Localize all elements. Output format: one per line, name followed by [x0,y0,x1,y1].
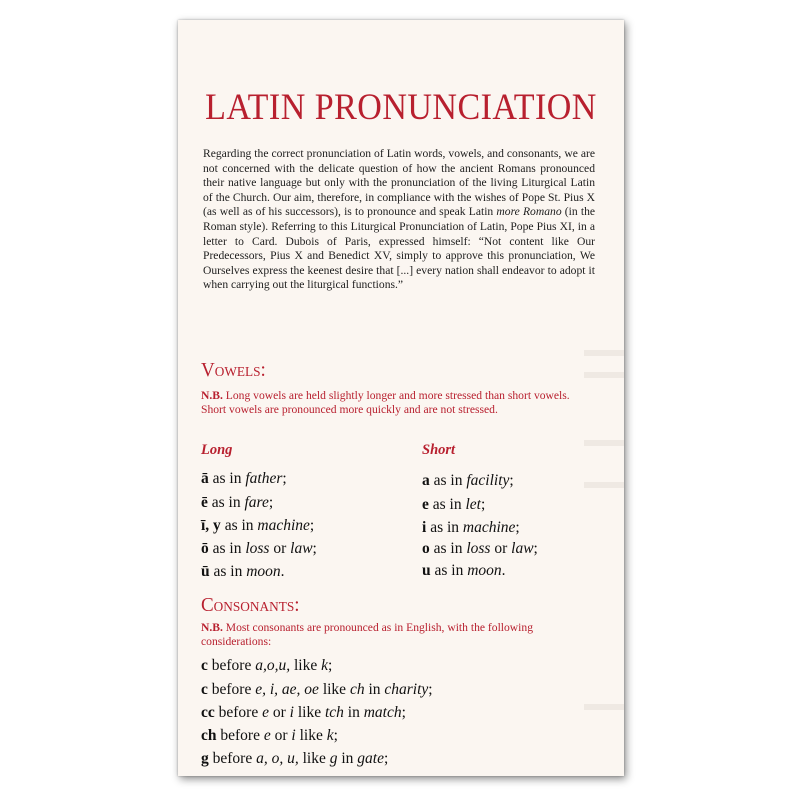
consonant-letter: cc [201,704,215,721]
intro-emphasis: more Romano [496,205,562,219]
vowel-letter: ō [201,540,209,557]
consonant-text: ; [383,750,389,767]
vowel-example: law [511,540,534,557]
consonant-italic: e [262,704,269,721]
consonant-italic: e, i, ae, oe [255,681,319,698]
short-vowel-row [422,496,485,514]
vowel-letter: e [422,496,429,513]
consonant-text: like [318,681,350,698]
consonant-row [201,704,406,722]
vowel-connector: as in [430,562,468,579]
consonant-text: in [337,750,358,767]
vowel-punct: ; [509,472,514,489]
consonant-text: ; [328,657,333,674]
vowel-example: father [245,470,283,487]
consonants-note-label: N.B. [201,621,223,634]
consonant-text: like [290,657,322,674]
consonant-italic: match [363,704,402,721]
consonant-text: before [208,750,257,767]
bleed-through-mark [584,704,624,710]
bleed-through-mark [584,372,624,378]
consonant-text: before [207,657,256,674]
vowel-punct: ; [309,517,315,534]
short-vowel-row [422,562,506,580]
short-vowel-row [422,472,514,490]
vowel-example: loss [245,540,270,557]
long-vowel-row [201,540,317,558]
consonant-italic: i [291,727,296,744]
vowel-punct: ; [282,470,287,487]
vowel-letter: o [422,540,430,557]
short-column-heading: Short [422,442,456,458]
consonant-italic: i [289,704,294,721]
consonant-italic: k [326,727,334,744]
consonant-letter: g [201,750,209,767]
consonant-italic: ch [349,681,365,698]
vowels-note-label: N.B. [201,389,223,402]
intro-text-continued: (in the Roman style). Referring to this Liturgical Pronunciation of Latin, Pope Pius XI, in a letter to Card. Dubois of Paris, expressed himself: “Not content like Our Predecessors, Pius X and Benedict XV, simply to approve this pronunciation, We Ourselves express the keenest desire that [...] every nation shall endeavor to adopt it when carrying out the liturgical functions.” [203,205,596,292]
consonant-row [201,727,338,745]
vowel-punct: . [280,563,285,580]
vowel-letter: ē [201,494,208,511]
long-vowel-row [201,494,273,512]
vowels-note [201,389,597,417]
vowel-connector: as in [426,519,463,536]
vowel-connector: as in [207,494,245,511]
short-vowel-row [422,540,538,558]
consonants-note [201,621,597,649]
vowel-letter: ā [201,470,209,487]
consonant-letter: c [201,657,208,674]
consonant-italic: charity [384,681,429,698]
consonant-row [201,750,388,768]
consonant-italic: tch [324,704,344,721]
page-title: LATIN PRONUNCIATION [205,87,597,128]
vowel-example: let [465,496,481,513]
vowel-punct: ; [312,540,317,557]
consonant-text: ; [401,704,406,721]
long-column-heading: Long [201,442,233,458]
vowel-example: machine [257,517,310,534]
consonants-heading: Consonants: [201,594,300,616]
bleed-through-mark [584,482,624,488]
vowel-letter: ū [201,563,210,580]
consonant-text: ; [428,681,433,698]
consonant-italic: e [263,727,271,744]
consonants-note-text: Most consonants are pronounced as in English, with the following considerations: [201,621,533,648]
consonant-text: or [269,704,290,721]
consonant-letter: c [201,681,208,698]
long-vowel-row [201,517,314,535]
vowel-example: moon [246,563,281,580]
vowel-punct: . [501,562,506,579]
vowel-example: loss [466,540,491,557]
vowel-punct: ; [515,519,520,536]
consonant-row [201,657,332,675]
long-vowel-row [201,470,287,488]
consonant-text: before [207,681,256,698]
consonant-italic: a, o, u, [256,750,299,767]
vowel-example: facility [466,472,510,489]
consonant-text: like [295,727,327,744]
vowel-punct: ; [480,496,486,513]
vowel-connector: as in [429,540,467,557]
consonant-row [201,681,433,699]
vowel-punct: ; [268,494,274,511]
vowel-example: machine [462,519,516,536]
consonant-italic: g [329,750,338,767]
vowel-connector: as in [428,496,466,513]
consonant-italic: a,o,u, [255,657,291,674]
vowel-connector: as in [208,540,246,557]
consonant-text: before [214,704,263,721]
short-vowel-row [422,519,520,537]
vowel-example: law [290,540,313,557]
bleed-through-mark [584,350,624,356]
consonant-text: or [270,727,292,744]
long-vowel-row [201,563,285,581]
consonant-text: in [364,681,385,698]
vowel-example: fare [244,494,269,511]
vowel-punct: ; [533,540,538,557]
bleed-through-mark [584,440,624,446]
consonant-italic: k [321,657,328,674]
vowel-letter: ī, y [201,517,221,534]
vowel-connector: as in [209,563,247,580]
consonant-letter: ch [201,727,217,744]
vowel-letter: u [422,562,431,579]
consonant-italic: gate [357,750,384,767]
vowel-connector: as in [429,472,467,489]
vowel-connector: or [269,540,291,557]
intro-paragraph [203,147,595,293]
consonant-text: like [293,704,325,721]
vowel-letter: a [422,472,430,489]
consonant-text: before [216,727,264,744]
consonant-text: ; [333,727,338,744]
vowel-example: moon [467,562,502,579]
consonant-text: like [298,750,330,767]
consonant-text: in [343,704,364,721]
vowel-connector: as in [220,517,258,534]
vowels-heading: Vowels: [201,359,266,381]
intro-text: Regarding the correct pronunciation of Latin words, vowels, and consonants, we are not concerned with the delicate question of how the ancient Romans pronounced their native language but only with the pronunciation of the living Liturgical Latin of the Church. Our aim, therefore, in compliance with the wishes of Pope St. Pius X (as well as of his successors), is to pronounce and speak Latin [203,147,595,219]
vowels-note-text: Long vowels are held slightly longer and more stressed than short vowels. Short vowels are pronounced more quickly and are not stressed. [201,389,570,416]
vowel-connector: or [490,540,512,557]
vowel-connector: as in [208,470,246,487]
pronunciation-card [178,20,624,776]
vowel-letter: i [422,519,427,536]
